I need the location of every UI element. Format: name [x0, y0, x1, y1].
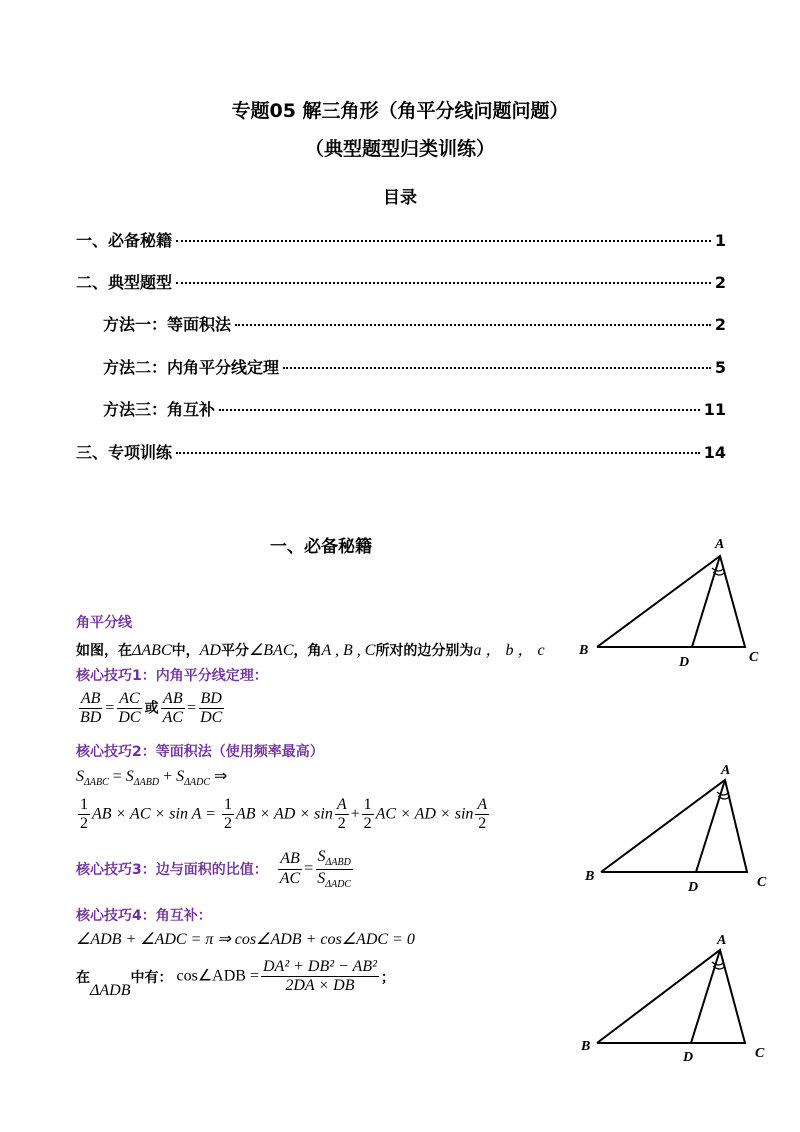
toc-page: 14 [703, 443, 726, 462]
section-heading: 一、必备秘籍 [270, 537, 372, 557]
label-d: D [688, 880, 699, 895]
toc-page: 2 [714, 273, 726, 292]
tip3-label: 核心技巧3：边与面积的比值： [76, 862, 268, 879]
toc-label: 方法一：等面积法 [103, 315, 232, 334]
toc-label: 三、专项训练 [76, 443, 173, 462]
toc-entry-6[interactable] [76, 440, 726, 463]
tip4-complement-equation: ∠ADB + ∠ADC = π ⇒ cos∠ADB + cos∠ADC = 0 [76, 931, 415, 948]
label-a: A [715, 537, 725, 552]
tip2-label: 核心技巧2：等面积法（使用频率最高） [76, 744, 324, 760]
label-c: C [755, 1046, 765, 1061]
tip2-area-equation: $S_{\Delta ABC} = S_{\Delta ABD} + S_{\Delta ADC}$ ⇒ [76, 768, 228, 789]
toc-leader [283, 367, 711, 369]
toc-leader [176, 452, 700, 454]
toc-page: 1 [714, 231, 726, 250]
toc-leader [235, 324, 711, 326]
toc-label: 一、必备秘籍 [76, 231, 173, 250]
toc-leader [219, 409, 700, 411]
toc-page: 2 [714, 315, 726, 334]
tip1-formula: $\frac{AB}{BD}$ = $\frac{AC}{DC}$ 或 $\frac{AB}{AC}$ = $\frac{BD}{DC}$ [80, 690, 223, 727]
label-d: D [683, 1050, 694, 1065]
triangle-figure-2 [575, 760, 775, 900]
toc-entry-5[interactable] [103, 397, 726, 420]
label-a: A [721, 763, 731, 778]
toc-entry-4[interactable] [103, 355, 726, 378]
document-title: 专题05 解三角形（角平分线问题问题） [231, 100, 569, 122]
toc-label: 方法三：角互补 [103, 400, 216, 419]
toc-page: 5 [714, 358, 726, 377]
toc-entry-2[interactable] [76, 270, 726, 293]
toc-page: 11 [703, 400, 726, 419]
toc-entry-1[interactable] [76, 228, 726, 251]
toc-heading: 目录 [383, 188, 417, 208]
tip3-formula: $\frac{AB}{AC}$ = $\frac{S_{\Delta ABD}}{S_{\Delta ADC}}$ [279, 848, 352, 890]
label-c: C [749, 650, 759, 665]
toc-label: 二、典型题型 [76, 273, 173, 292]
tip4-cosine-row: 在 ΔADB 中有： cos∠ADB = $\frac{\text{DA² + DB² − AB²}}{2DA \times DB}$ ； [76, 958, 395, 999]
label-a: A [717, 933, 727, 948]
toc-leader [176, 240, 711, 242]
label-d: D [679, 655, 690, 670]
tip2-sine-equation: $\frac{1}{2}$ AB × AC × sin A = $\frac{1}{2}$ AB × AD × sin $\frac{A}{2}$ + $\frac{1}{2}$ AC × AD × sin $\frac{A}{2}$ [80, 796, 488, 833]
triangle-figure-1 [575, 528, 775, 678]
label-b: B [579, 643, 589, 658]
label-c: C [757, 875, 767, 890]
tip4-label: 核心技巧4：角互补： [76, 908, 212, 924]
topic-label: 角平分线 [76, 615, 132, 631]
tip3-row [76, 848, 355, 890]
label-b: B [581, 1039, 591, 1054]
toc-entry-3[interactable] [103, 312, 726, 335]
triangle-figure-3 [575, 925, 775, 1065]
toc-label: 方法二：内角平分线定理 [103, 358, 280, 377]
label-b: B [585, 869, 595, 884]
tip1-label: 核心技巧1：内角平分线定理： [76, 668, 268, 684]
document-subtitle: （典型题型归类训练） [304, 138, 495, 160]
toc-leader [176, 282, 711, 284]
intro-text: 如图，在ΔABC中，AD平分∠BAC，角A , B , C所对的边分别为a ， b ， c [76, 642, 545, 659]
